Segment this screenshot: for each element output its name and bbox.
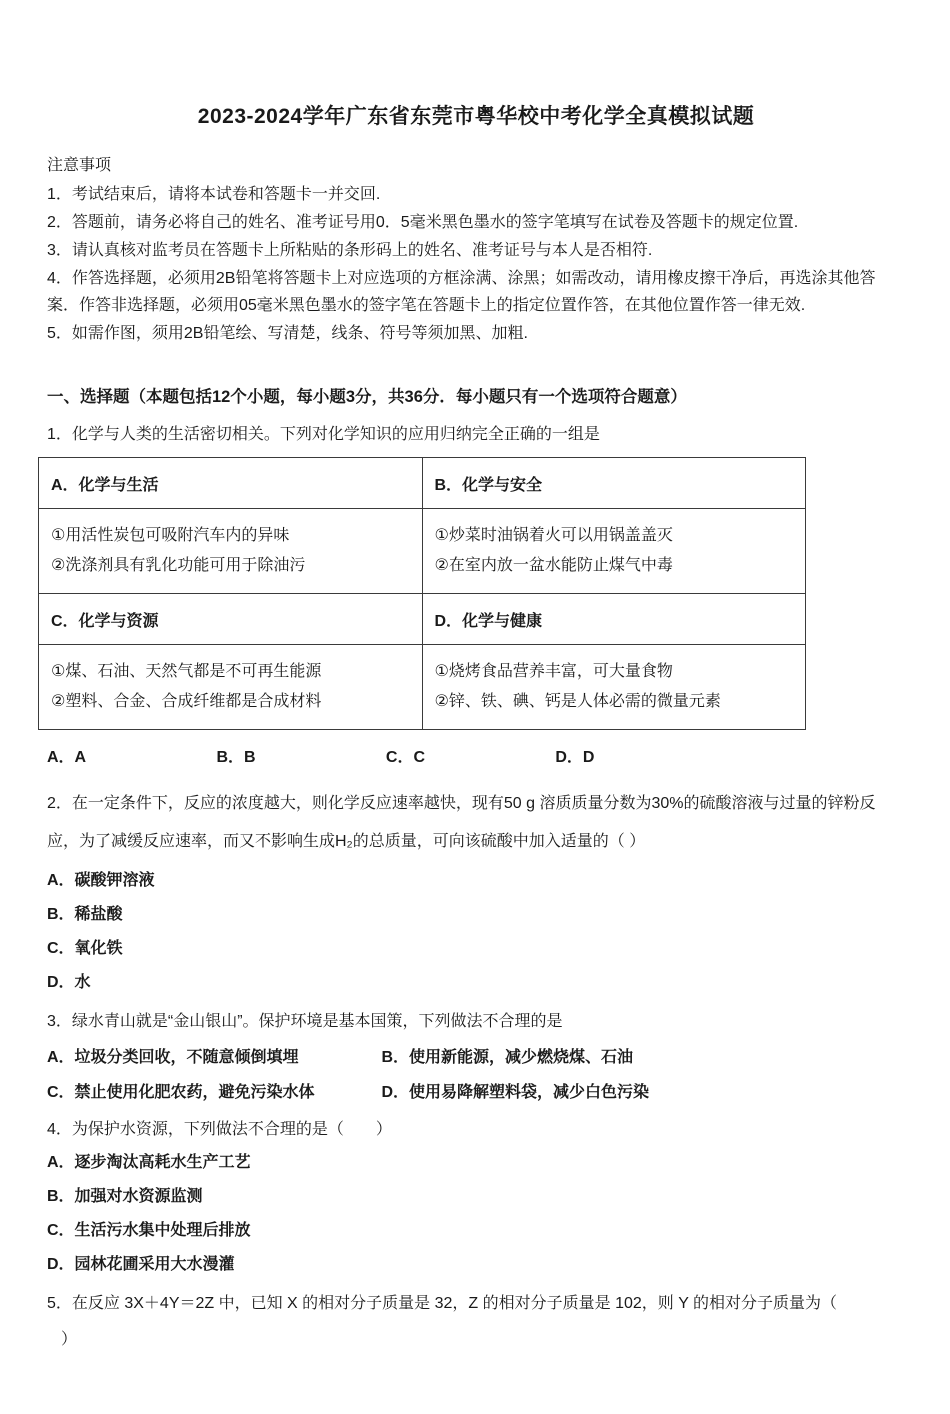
notice-item: 1．考试结束后，请将本试卷和答题卡一并交回. — [47, 186, 381, 203]
section-heading: 一、选择题（本题包括12个小题，每小题3分，共36分．每小题只有一个选项符合题意） — [47, 388, 687, 406]
table-row — [39, 645, 806, 730]
table-cell-body-b — [422, 509, 806, 594]
choice-b: B．加强对水资源监测 — [47, 1188, 203, 1206]
notice-heading: 注意事项 — [47, 157, 112, 174]
choice-c: C．禁止使用化肥农药，避免污染水体 — [47, 1084, 315, 1102]
table-cell-line: ②塑料、合金、合成纤维都是合成材料 — [51, 693, 322, 710]
table-cell-line: ①煤、石油、天然气都是不可再生能源 — [51, 663, 322, 680]
question-1 — [47, 421, 905, 767]
table-cell-line: ②洗涤剂具有乳化功能可用于除油污 — [51, 557, 306, 574]
q1-comparison-table — [38, 457, 806, 730]
choice-c: C．C — [385, 749, 426, 766]
choice-b: B．使用新能源，减少燃烧煤、石油 — [381, 1049, 634, 1067]
notice-item: 2．答题前，请务必将自己的姓名、准考证号用0．5毫米黑色墨水的签字笔填写在试卷及答题卡的规定位置. — [47, 214, 799, 231]
question-5 — [47, 1290, 905, 1354]
choice-c: C．氧化铁 — [47, 940, 123, 958]
choice-a: A．垃圾分类回收，不随意倾倒填埋 — [47, 1049, 299, 1067]
notice-item: 5．如需作图，须用2B铅笔绘、写清楚，线条、符号等须加黑、加粗. — [47, 325, 528, 342]
table-cell-line: ②锌、铁、碘、钙是人体必需的微量元素 — [434, 693, 721, 710]
choice-b: B．B — [216, 749, 256, 766]
question-5-stem-continued: ） — [61, 1331, 78, 1349]
table-cell-body-a — [39, 509, 423, 594]
choice-c: C．生活污水集中处理后排放 — [47, 1222, 251, 1240]
table-cell-line: ①用活性炭包可吸附汽车内的异味 — [51, 527, 290, 544]
table-cell-head-b: B．化学与安全 — [422, 458, 806, 509]
question-1-choices — [47, 744, 905, 767]
question-2 — [47, 785, 905, 994]
table-cell-line: ①炒菜时油锅着火可以用锅盖盖灭 — [434, 527, 673, 544]
question-1-stem: 1．化学与人类的生活密切相关。下列对化学知识的应用归纳完全正确的一组是 — [47, 426, 600, 443]
table-cell-line: ①烧烤食品营养丰富，可大量食物 — [434, 663, 673, 680]
notice-item: 4．作答选择题，必须用2B铅笔将答题卡上对应选项的方框涂满、涂黑；如需改动，请用橡皮擦干净后，再选涂其他答案．作答非选择题，必须用05毫米黑色墨水的签字笔在答题卡上的指定位置作答，在其他位置作答一律无效. — [47, 270, 876, 314]
question-3 — [47, 1008, 905, 1102]
table-cell-body-c — [39, 645, 423, 730]
choice-d: D．使用易降解塑料袋，减少白色污染 — [381, 1084, 650, 1102]
question-4 — [47, 1116, 905, 1276]
table-cell-line: ②在室内放一盆水能防止煤气中毒 — [434, 557, 673, 574]
choice-b: B．稀盐酸 — [47, 906, 123, 924]
question-5-stem: 5．在反应 3X＋4Y＝2Z 中，已知 X 的相对分子质量是 32，Z 的相对分子质量是 102，则 Y 的相对分子质量为（ — [47, 1295, 838, 1313]
table-row — [39, 594, 806, 645]
choice-d: D．园林花圃采用大水漫灌 — [47, 1256, 235, 1274]
notice-section — [47, 152, 905, 347]
question-4-stem: 4．为保护水资源，下列做法不合理的是（ ） — [47, 1121, 392, 1139]
table-cell-head-a: A．化学与生活 — [39, 458, 423, 509]
choice-a: A．逐步淘汰高耗水生产工艺 — [47, 1154, 251, 1172]
question-3-choices-row-2 — [47, 1079, 905, 1102]
table-row — [39, 509, 806, 594]
choice-a: A．碳酸钾溶液 — [47, 872, 155, 890]
paper-title: 2023-2024学年广东省东莞市粤华校中考化学全真模拟试题 — [197, 105, 755, 128]
choice-a: A．A — [47, 749, 87, 766]
table-cell-head-c: C．化学与资源 — [39, 594, 423, 645]
table-cell-head-d: D．化学与健康 — [422, 594, 806, 645]
question-3-stem: 3．绿水青山就是“金山银山”。保护环境是基本国策，下列做法不合理的是 — [47, 1013, 563, 1031]
question-3-choices-row-1 — [47, 1044, 905, 1067]
choice-d: D．D — [555, 749, 595, 766]
table-cell-body-d — [422, 645, 806, 730]
notice-item: 3．请认真核对监考员在答题卡上所粘贴的条形码上的姓名、准考证号与本人是否相符. — [47, 242, 653, 259]
table-row — [39, 458, 806, 509]
question-2-stem: 2．在一定条件下，反应的浓度越大，则化学反应速率越快，现有50 g 溶质质量分数为30%的硫酸溶液与过量的锌粉反应，为了减缓反应速率，而又不影响生成H₂的总质量，可向该硫酸中加入适量的（ ） — [47, 795, 876, 850]
choice-d: D．水 — [47, 974, 91, 992]
